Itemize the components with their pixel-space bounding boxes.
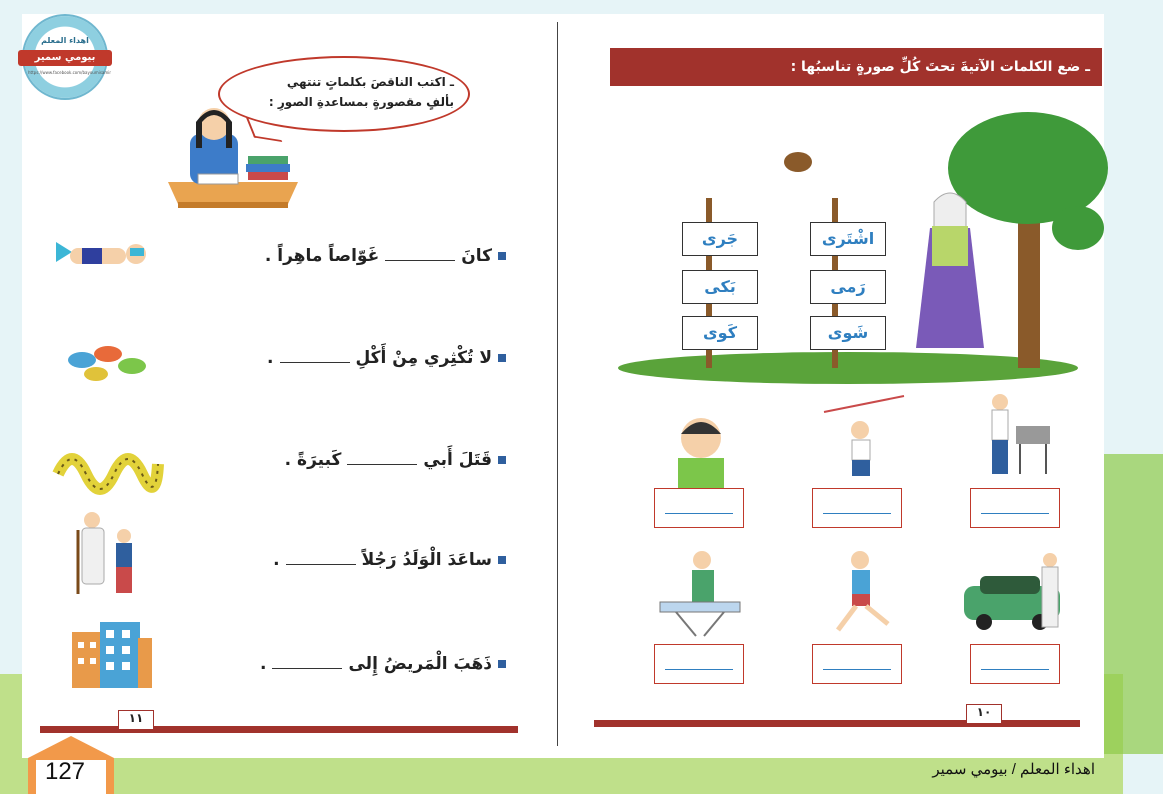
answer-box-6[interactable] <box>970 644 1060 684</box>
exercise-3-before: قَتَلَ أَبي <box>423 450 492 470</box>
exercise-4-blank[interactable] <box>286 564 356 565</box>
exercise-5-before: ذَهَبَ الْمَريضُ إِلى <box>348 654 492 674</box>
man-ironing-picture <box>646 540 756 640</box>
logo-band-text: بيومي سمير <box>18 50 112 66</box>
girl-at-desk-illustration <box>148 98 298 214</box>
right-footer-bar <box>594 720 1080 727</box>
exercise-row-1 <box>265 246 506 266</box>
hospital-illustration <box>52 618 162 690</box>
boy-throwing-picture <box>804 390 914 490</box>
exercise-4-after: . <box>273 550 280 570</box>
word-card-kawa[interactable]: كَوى <box>682 316 758 350</box>
bullet-icon <box>498 660 506 668</box>
right-instruction-header: ـ ضع الكلمات الآتيةَ تحتَ كُلِّ صورةٍ تناسبُها : <box>610 48 1102 86</box>
bullet-icon <box>498 556 506 564</box>
left-page <box>22 14 556 758</box>
exercise-1-blank[interactable] <box>385 260 455 261</box>
bullet-icon <box>498 252 506 260</box>
exercise-2-before: لا تُكْثِري مِنْ أَكْلِ <box>355 348 492 368</box>
instruction-line-1: ـ اكتب الناقصَ بكلماتٍ تنتهي <box>286 75 454 89</box>
exercise-4-before: ساعَدَ الْوَلَدُ رَجُلاً <box>361 550 492 570</box>
answer-box-5[interactable] <box>812 644 902 684</box>
instruction-line-2: بألفٍ مقصورةٍ بمساعدةِ الصورِ : <box>268 95 454 109</box>
word-card-baka[interactable]: بَكى <box>682 270 758 304</box>
man-buying-car-picture <box>960 540 1070 640</box>
exercise-1-after: غَوّاصاً ماهِراً . <box>264 246 380 266</box>
word-card-jara[interactable]: جَرى <box>682 222 758 256</box>
crying-boy-picture <box>646 390 756 490</box>
logo-url: https://www.facebook.com/bayoumisamir <box>28 70 112 75</box>
right-page-number: ١٠ <box>966 704 1002 723</box>
exercise-1-before: كانَ <box>461 246 492 266</box>
exercise-row-4 <box>273 550 506 570</box>
exercise-2-after: . <box>267 348 274 368</box>
answer-box-2[interactable] <box>812 488 902 528</box>
exercise-2-blank[interactable] <box>280 362 350 363</box>
word-card-ishtara[interactable]: اشْتَرى <box>810 222 886 256</box>
exercise-row-3 <box>285 450 506 470</box>
bullet-icon <box>498 354 506 362</box>
man-grilling-picture <box>960 390 1070 490</box>
logo-top-text: اهداء المعلم <box>41 36 89 45</box>
snake-illustration <box>52 434 162 504</box>
exercise-5-after: . <box>260 654 267 674</box>
page-badge-number: 127 <box>44 758 86 785</box>
diver-illustration <box>52 222 162 292</box>
teacher-logo <box>22 14 112 100</box>
book-spine <box>557 22 558 746</box>
answer-box-1[interactable] <box>654 488 744 528</box>
exercise-row-5 <box>260 654 506 674</box>
left-page-number: ١١ <box>118 710 154 729</box>
exercise-5-blank[interactable] <box>272 668 342 669</box>
exercise-row-2 <box>267 348 506 368</box>
boy-helping-old-man-illustration <box>52 510 162 596</box>
bullet-icon <box>498 456 506 464</box>
answer-box-3[interactable] <box>970 488 1060 528</box>
candy-illustration <box>52 326 162 396</box>
boy-running-picture <box>804 540 914 640</box>
right-page <box>560 14 1104 758</box>
word-card-shawa[interactable]: شَوى <box>810 316 886 350</box>
book-spread <box>22 14 1104 758</box>
word-card-rama[interactable]: رَمى <box>810 270 886 304</box>
exercise-3-after: كَبيرَةً . <box>284 450 342 470</box>
exercise-3-blank[interactable] <box>347 464 417 465</box>
answer-box-4[interactable] <box>654 644 744 684</box>
credit-text: اهداء المعلم / بيومي سمير <box>932 761 1095 778</box>
